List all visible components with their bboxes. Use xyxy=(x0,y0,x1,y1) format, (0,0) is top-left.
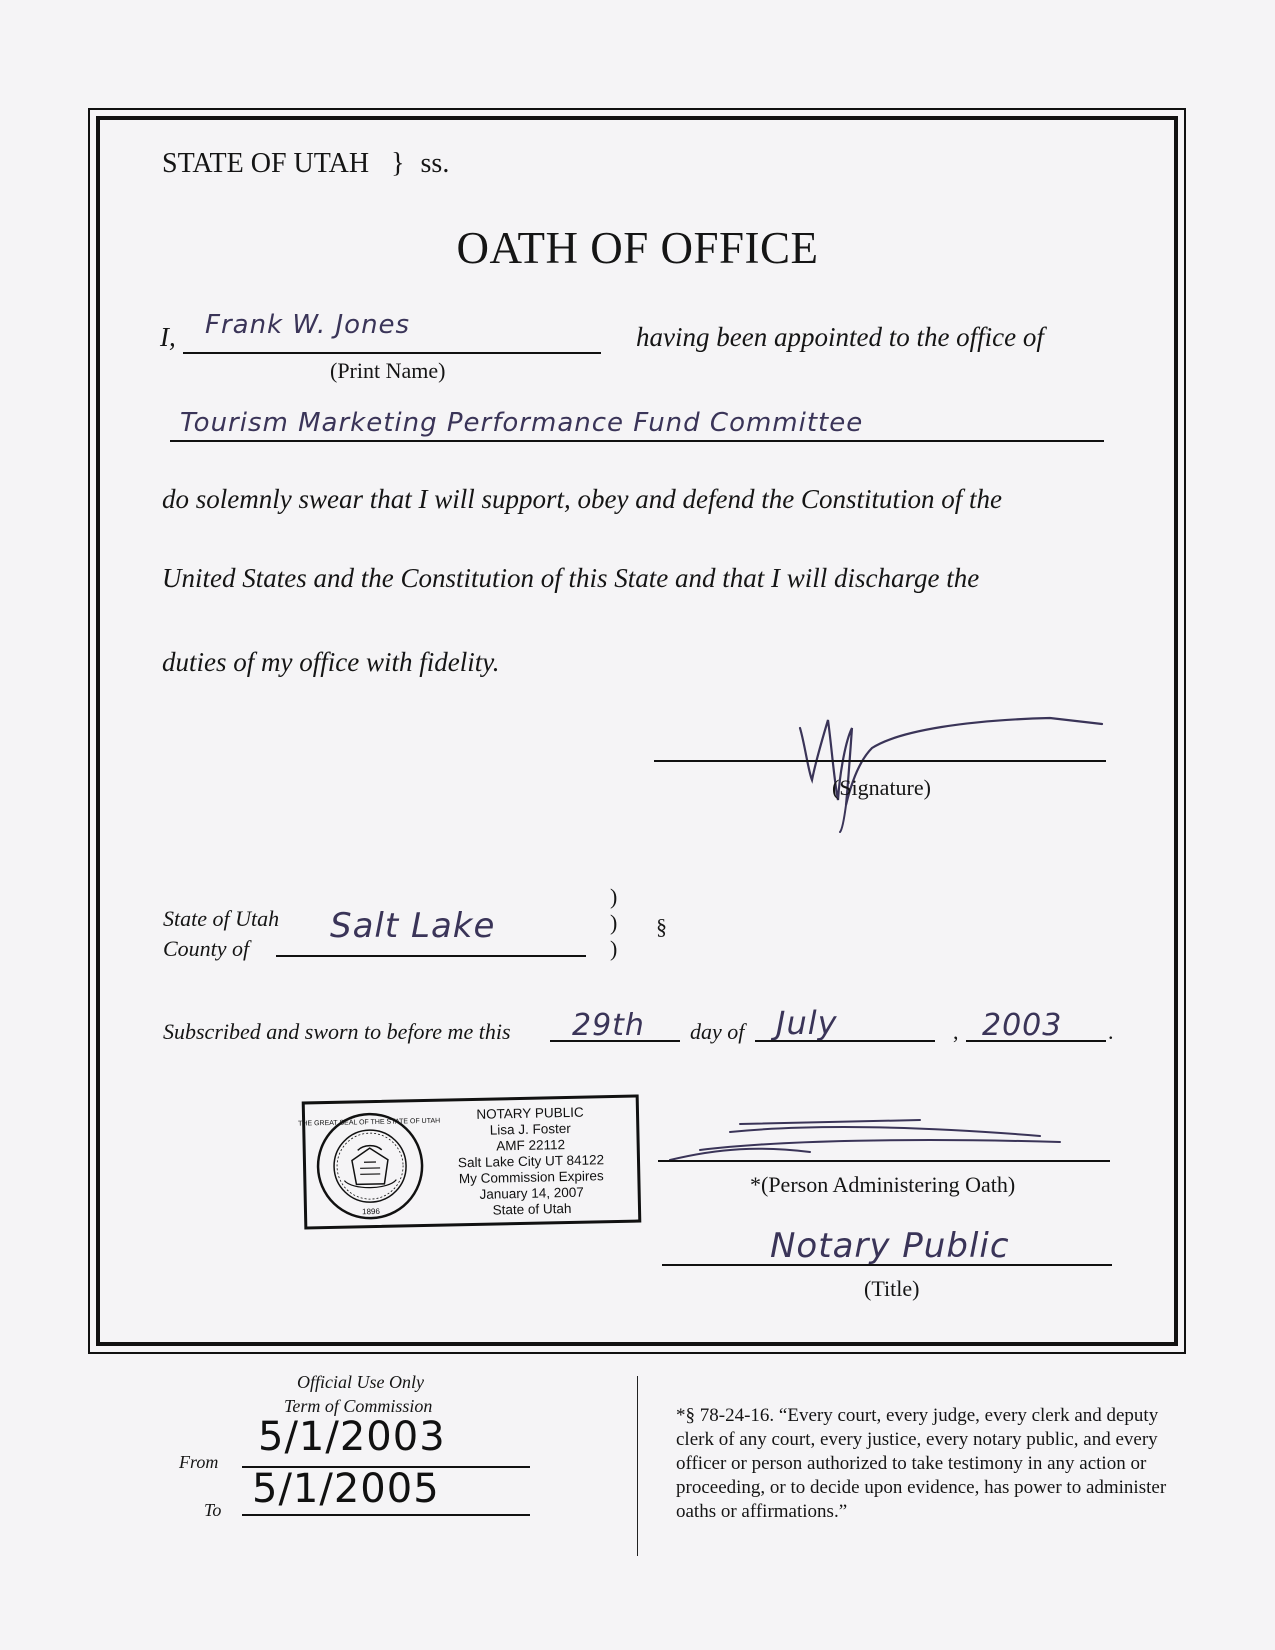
section-mark: § xyxy=(656,914,667,939)
name-line xyxy=(183,352,601,354)
stamp-line: NOTARY PUBLIC xyxy=(476,1104,584,1122)
office-handwritten: Tourism Marketing Performance Fund Committee xyxy=(180,408,864,438)
venue-paren-1: ) xyxy=(610,884,618,909)
official-use-heading: Official Use Only xyxy=(297,1372,424,1392)
day-handwritten: 29th xyxy=(572,1008,645,1043)
stamp-line: My Commission Expires xyxy=(458,1168,604,1187)
subscribed-period: . xyxy=(1108,1019,1114,1044)
venue-state-label: State of Utah xyxy=(163,906,280,931)
from-label: From xyxy=(179,1452,219,1472)
to-line xyxy=(242,1514,530,1516)
signature-caption: (Signature) xyxy=(832,775,931,800)
venue-county-label: County of xyxy=(163,936,250,961)
print-name-caption: (Print Name) xyxy=(330,358,446,383)
stamp-line: Salt Lake City UT 84122 xyxy=(457,1152,605,1171)
venue-paren-3: ) xyxy=(610,936,618,961)
statute-citation: *§ 78-24-16. “Every court, every judge, every clerk and deputy clerk of any court, every justice, every notary public, and every officer or person authorized to take testimony in any action or proceeding, or to decide upon evidence, has power to administer oaths or affirmations.” xyxy=(676,1405,1167,1522)
day-line xyxy=(550,1040,680,1042)
stamp-line: Lisa J. Foster xyxy=(489,1120,571,1138)
ss-label: ss. xyxy=(420,148,450,179)
oath-line-3: duties of my office with fidelity. xyxy=(162,647,500,677)
month-handwritten: July xyxy=(776,1004,838,1042)
title-line xyxy=(662,1264,1112,1266)
stamp-line: AMF 22112 xyxy=(496,1137,566,1154)
seal-ring-text: THE GREAT SEAL OF THE STATE OF UTAH xyxy=(298,1117,441,1128)
oath-line-1: do solemnly swear that I will support, obey and defend the Constitution of the xyxy=(162,484,1002,514)
administrator-title-handwritten: Notary Public xyxy=(770,1226,1010,1266)
appointed-text: having been appointed to the office of xyxy=(636,322,1044,352)
venue-paren-2: ) xyxy=(610,910,618,935)
signature-handwritten xyxy=(650,700,1120,840)
county-line xyxy=(276,955,586,957)
month-line xyxy=(755,1040,935,1042)
office-line xyxy=(170,440,1104,442)
stamp-line: State of Utah xyxy=(492,1200,572,1218)
footer-divider xyxy=(637,1376,638,1556)
administrator-line xyxy=(658,1160,1110,1162)
notary-stamp xyxy=(298,1094,642,1229)
to-label: To xyxy=(204,1500,222,1520)
year-handwritten: 2003 xyxy=(982,1008,1063,1043)
notary-stamp-text xyxy=(423,1104,639,1220)
from-date-handwritten: 5/1/2003 xyxy=(258,1414,446,1460)
day-of-label: day of xyxy=(690,1019,745,1044)
year-line xyxy=(966,1040,1106,1042)
term-of-commission-heading: Term of Commission xyxy=(284,1396,433,1416)
document-title: OATH OF OFFICE xyxy=(456,223,819,273)
administrator-caption: *(Person Administering Oath) xyxy=(750,1172,1016,1197)
title-caption: (Title) xyxy=(864,1276,920,1301)
oath-line-2: United States and the Constitution of this State and that I will discharge the xyxy=(162,563,980,593)
stamp-line: January 14, 2007 xyxy=(479,1184,584,1202)
seal-year: 1896 xyxy=(362,1206,381,1217)
printed-name-handwritten: Frank W. Jones xyxy=(205,310,411,340)
county-handwritten: Salt Lake xyxy=(330,906,496,946)
great-seal-icon xyxy=(298,1109,441,1223)
pronoun-i: I, xyxy=(160,322,176,352)
subscribed-comma: , xyxy=(953,1019,959,1044)
state-name: STATE OF UTAH xyxy=(162,148,370,179)
to-date-handwritten: 5/1/2005 xyxy=(252,1466,440,1512)
state-header xyxy=(162,148,449,180)
header-brace: } xyxy=(391,148,405,179)
signature-line xyxy=(654,760,1106,762)
subscribed-prefix: Subscribed and sworn to before me this xyxy=(163,1019,511,1044)
